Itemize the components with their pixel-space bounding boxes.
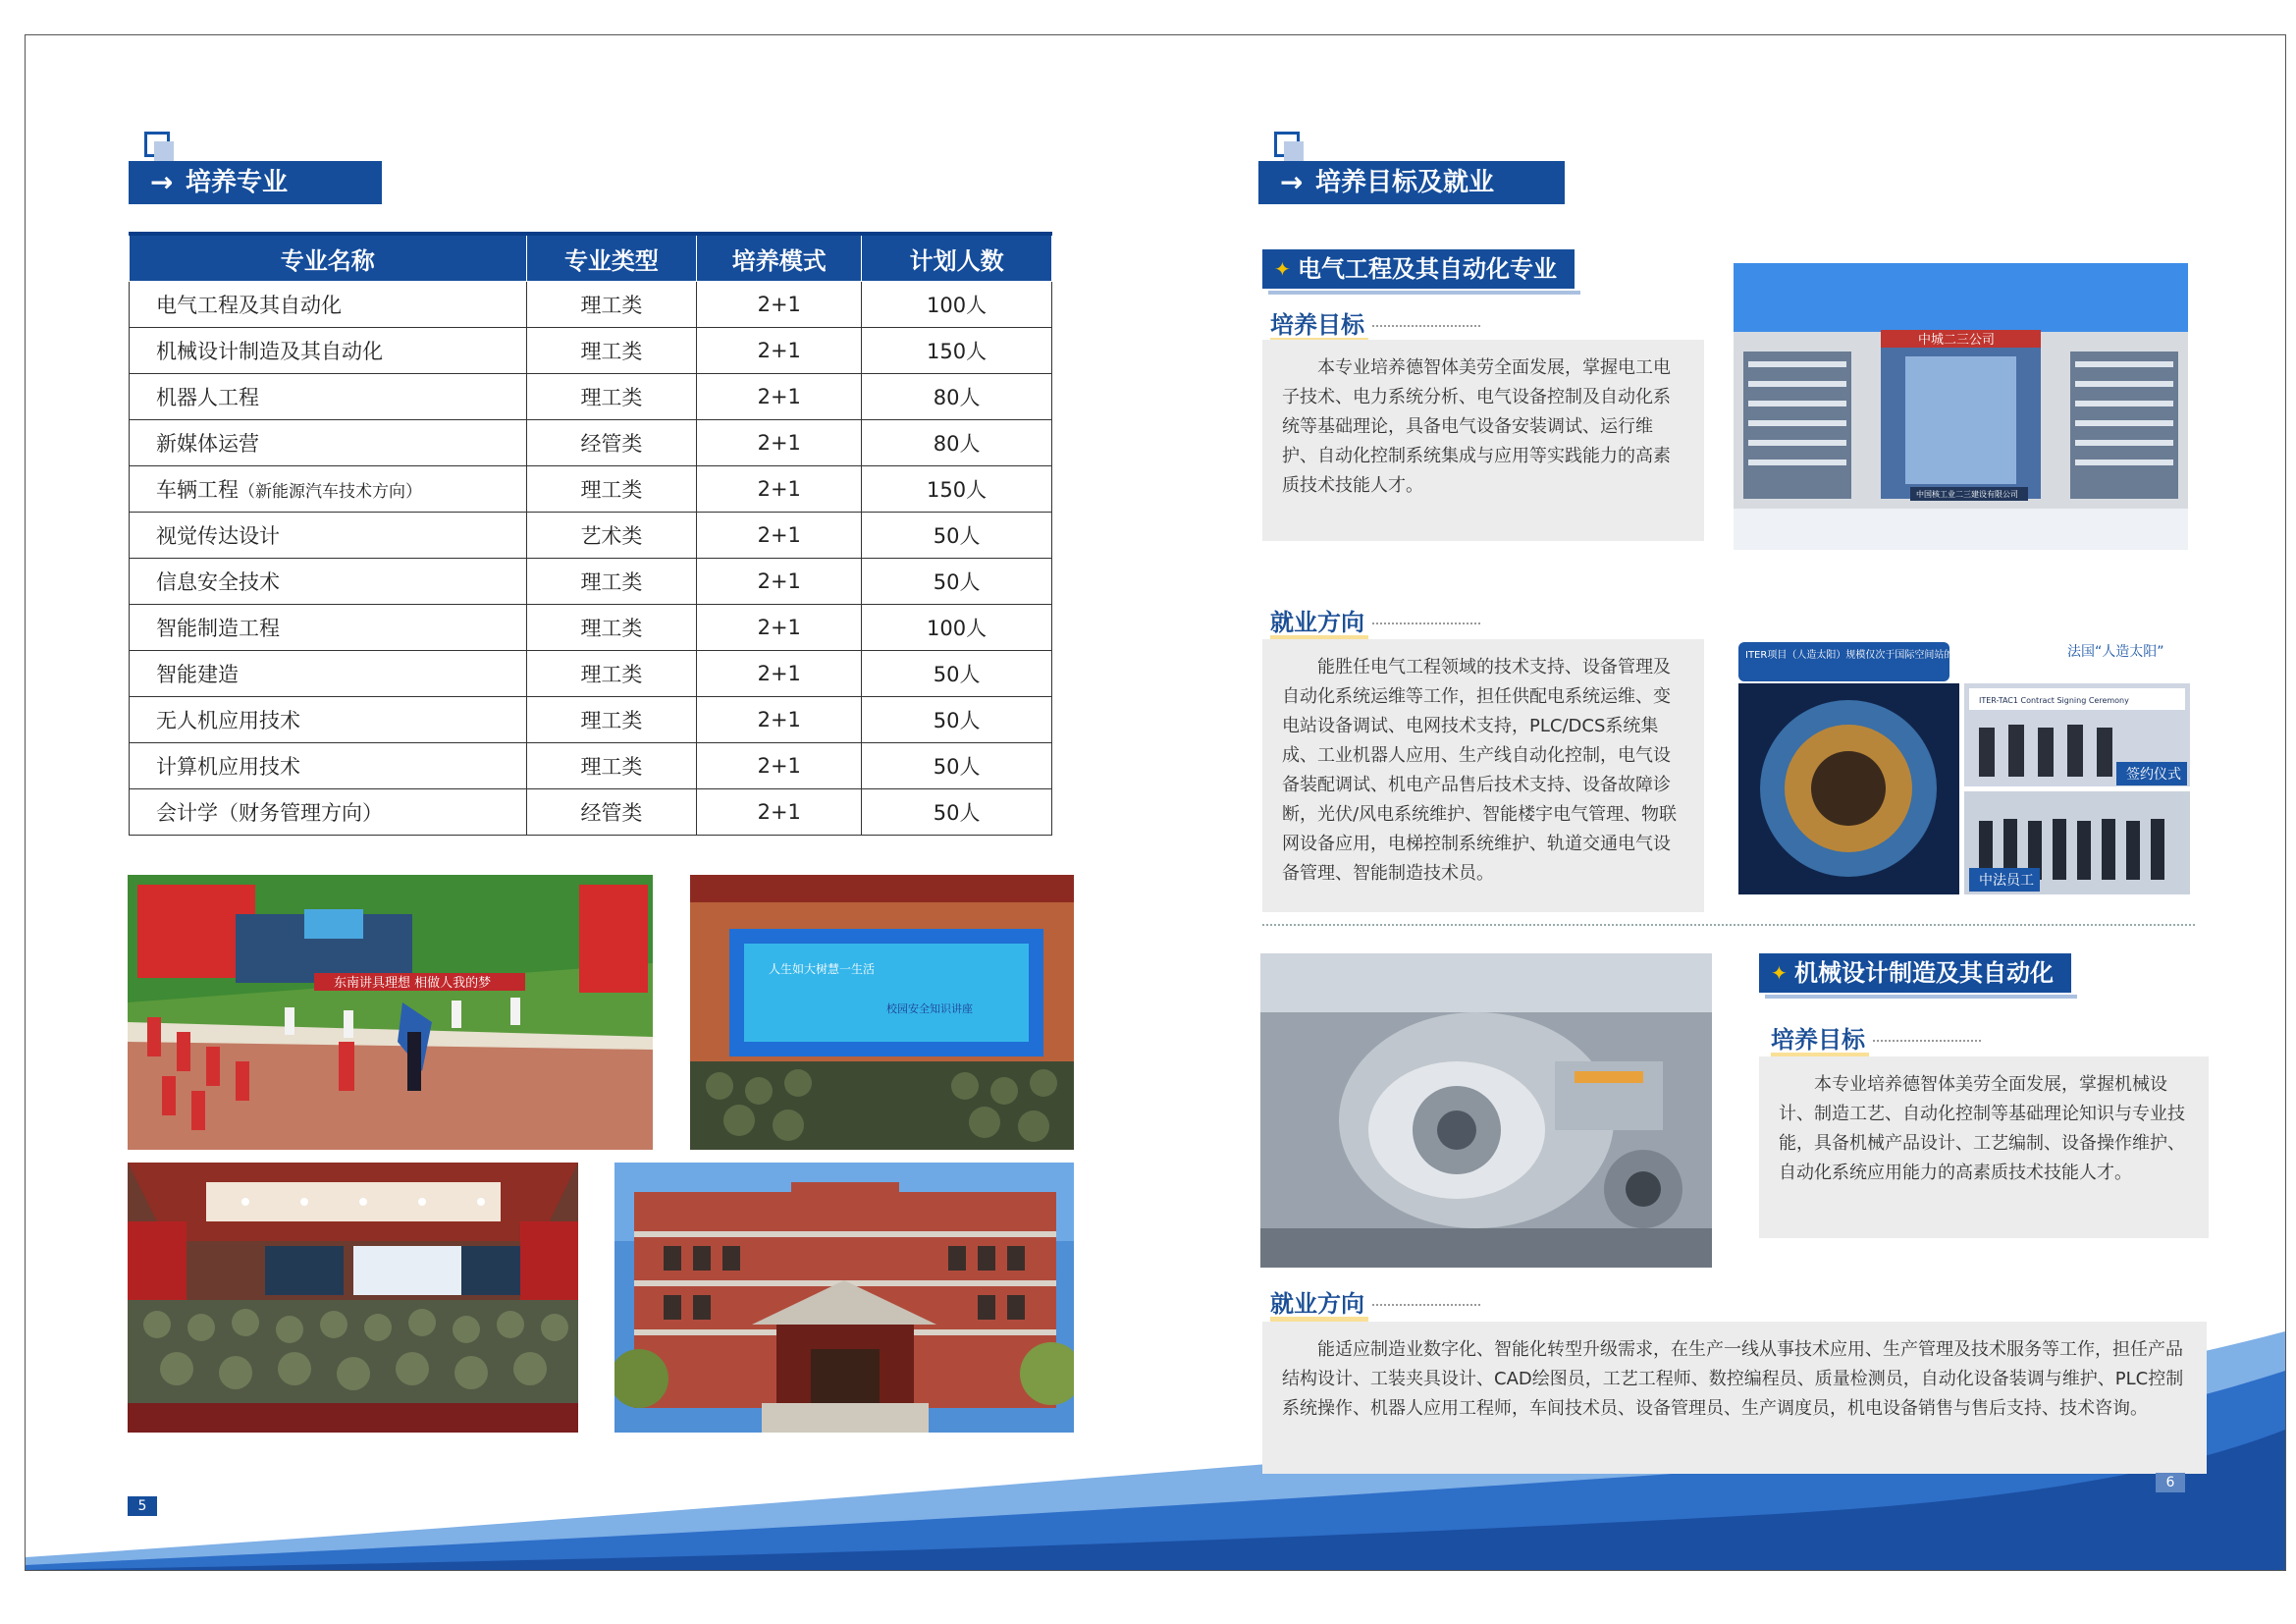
training-mode-cell — [697, 420, 862, 466]
photo-sports-parade — [128, 875, 653, 1150]
table-row — [130, 605, 1052, 651]
planned-count-cell — [862, 328, 1052, 374]
table-row — [130, 789, 1052, 836]
planned-count-cell — [862, 697, 1052, 743]
major-name-cell-text: 车辆工程 — [156, 478, 239, 502]
training-mode-cell — [697, 374, 862, 420]
major-type-cell-text: 理工类 — [580, 617, 643, 640]
table-row — [130, 282, 1052, 328]
training-mode-cell-text: 2+1 — [757, 800, 801, 824]
section-title: → 培养目标及就业 — [1258, 161, 1565, 204]
iter-caption: ITER项目（人造太阳）规模仅次于国际空间站的国际大科学工程计划 — [1745, 650, 2043, 661]
major-type-cell-text: 理工类 — [580, 709, 643, 732]
training-mode-cell-text: 2+1 — [757, 708, 801, 731]
major-name-cell — [130, 743, 527, 789]
photo-iter-collage — [1734, 634, 2195, 899]
training-mode-cell-text: 2+1 — [757, 293, 801, 316]
major-type-cell-text: 理工类 — [580, 570, 643, 594]
major-name-cell-text: 新媒体运营 — [156, 432, 259, 456]
major-tag-mechanical: ✦ 机械设计制造及其自动化 — [1759, 953, 2071, 993]
planned-count-cell-text: 50人 — [933, 755, 981, 779]
major-type-cell-text: 理工类 — [580, 663, 643, 686]
column-header: 专业类型 — [526, 234, 697, 282]
ceremony-screen: ITER-TAC1 Contract Signing Ceremony — [1979, 696, 2129, 705]
hall-screen-subtitle: 校园安全知识讲座 — [886, 1002, 973, 1015]
training-mode-cell-text: 2+1 — [757, 616, 801, 639]
planned-count-cell — [862, 651, 1052, 697]
major-name-cell — [130, 282, 527, 328]
table-row — [130, 651, 1052, 697]
major-type-cell — [526, 282, 697, 328]
majors-table — [129, 232, 1052, 836]
job-text-electrical: 能胜任电气工程领域的技术支持、设备管理及自动化系统运维等工作，担任供配电系统运维、变电站设备调试、电网技术支持，PLC/DCS系统集成、工业机器人应用、生产线自动化控制，电气设备装配调试、机电产品售后技术支持、设备故障诊断，光伏/风电系统维护、智能楼宇电气管理、物联网设备应用，电梯控制系统维护、轨道交通电气设备管理、智能制造技术员。 — [1262, 639, 1704, 912]
planned-count-cell-text: 80人 — [933, 432, 981, 456]
major-name-cell — [130, 374, 527, 420]
major-name-cell-text: 智能建造 — [156, 663, 239, 686]
planned-count-cell-text: 150人 — [927, 478, 988, 502]
training-mode-cell — [697, 789, 862, 836]
major-type-cell-text: 理工类 — [580, 478, 643, 502]
major-type-cell — [526, 328, 697, 374]
training-mode-cell — [697, 651, 862, 697]
table-row — [130, 697, 1052, 743]
major-name-cell — [130, 513, 527, 559]
training-mode-cell — [697, 513, 862, 559]
major-type-cell-text: 理工类 — [580, 294, 643, 317]
training-mode-cell — [697, 559, 862, 605]
training-mode-cell-text: 2+1 — [757, 569, 801, 593]
training-mode-cell — [697, 697, 862, 743]
training-mode-cell — [697, 605, 862, 651]
major-name-cell — [130, 651, 527, 697]
header-deco-square — [154, 141, 174, 161]
planned-count-cell — [862, 420, 1052, 466]
major-type-cell — [526, 789, 697, 836]
planned-count-cell-text: 50人 — [933, 570, 981, 594]
major-type-cell-text: 理工类 — [580, 386, 643, 409]
major-name-cell-text: 电气工程及其自动化 — [156, 294, 342, 317]
major-type-cell — [526, 374, 697, 420]
column-header: 专业名称 — [130, 234, 527, 282]
header-deco-square — [1284, 141, 1304, 161]
planned-count-cell-text: 100人 — [927, 294, 988, 317]
planned-count-cell-text: 100人 — [927, 617, 988, 640]
table-row — [130, 466, 1052, 513]
major-name-cell — [130, 605, 527, 651]
training-mode-cell — [697, 282, 862, 328]
planned-count-cell-text: 80人 — [933, 386, 981, 409]
planned-count-cell — [862, 282, 1052, 328]
major-name-cell — [130, 420, 527, 466]
goal-text-mechanical: 本专业培养德智体美劳全面发展，掌握机械设计、制造工艺、自动化控制等基础理论知识与专业技能，具备机械产品设计、工艺编制、设备操作维护、自动化系统应用能力的高素质技术技能人才。 — [1759, 1056, 2209, 1238]
goal-text-electrical: 本专业培养德智体美劳全面发展，掌握电工电子技术、电力系统分析、电气设备控制及自动化系统等基础理论，具备电气设备安装调试、运行维护、自动化控制系统集成与应用等实践能力的高素质技术技能人才。 — [1262, 340, 1704, 541]
planned-count-cell-text: 150人 — [927, 340, 988, 363]
photo-company-building — [1734, 263, 2188, 550]
major-name-cell-text: 机器人工程 — [156, 386, 259, 409]
photo-lecture-screen — [690, 875, 1074, 1150]
major-name-cell-text: 视觉传达设计 — [156, 524, 280, 548]
page-number-right: 6 — [2156, 1473, 2185, 1492]
training-mode-cell — [697, 466, 862, 513]
planned-count-cell — [862, 605, 1052, 651]
major-type-cell — [526, 697, 697, 743]
major-name-cell-text: 会计学（财务管理方向） — [156, 801, 383, 825]
major-type-cell — [526, 420, 697, 466]
major-type-cell — [526, 513, 697, 559]
major-type-cell-text: 理工类 — [580, 340, 643, 363]
major-type-cell-text: 经管类 — [580, 432, 643, 456]
major-name-cell — [130, 559, 527, 605]
training-mode-cell-text: 2+1 — [757, 339, 801, 362]
major-type-cell — [526, 743, 697, 789]
major-name-cell-text: 智能制造工程 — [156, 617, 280, 640]
training-mode-cell-text: 2+1 — [757, 754, 801, 778]
major-name-cell — [130, 789, 527, 836]
major-name-cell-text: 无人机应用技术 — [156, 709, 300, 732]
major-type-cell — [526, 466, 697, 513]
major-name-cell-text: 机械设计制造及其自动化 — [156, 340, 383, 363]
major-name-cell — [130, 328, 527, 374]
planned-count-cell — [862, 513, 1052, 559]
building-caption: 中国核工业二三建设有限公司 — [1916, 490, 2018, 499]
planned-count-cell — [862, 743, 1052, 789]
job-heading-electrical: 就业方向 — [1270, 603, 1480, 637]
major-type-cell — [526, 605, 697, 651]
training-mode-cell — [697, 328, 862, 374]
table-row — [130, 743, 1052, 789]
column-header: 计划人数 — [862, 234, 1052, 282]
building-sign: 中城二三公司 — [1918, 333, 1996, 348]
training-mode-cell-text: 2+1 — [757, 477, 801, 501]
table-row — [130, 559, 1052, 605]
table-row — [130, 513, 1052, 559]
training-mode-cell-text: 2+1 — [757, 431, 801, 455]
table-row — [130, 420, 1052, 466]
major-name-cell-text: 信息安全技术 — [156, 570, 280, 594]
label-signing: 签约仪式 — [2126, 767, 2181, 783]
column-header: 培养模式 — [697, 234, 862, 282]
major-tag-electrical: ✦ 电气工程及其自动化专业 — [1262, 249, 1575, 289]
planned-count-cell — [862, 559, 1052, 605]
training-mode-cell-text: 2+1 — [757, 523, 801, 547]
major-name-cell — [130, 697, 527, 743]
major-name-cell — [130, 466, 527, 513]
planned-count-cell-text: 50人 — [933, 663, 981, 686]
label-staff: 中法员工 — [1979, 873, 2034, 889]
planned-count-cell — [862, 466, 1052, 513]
planned-count-cell-text: 50人 — [933, 709, 981, 732]
major-type-cell — [526, 651, 697, 697]
major-name-cell-text: 计算机应用技术 — [156, 755, 300, 779]
section-title: → 培养专业 — [129, 161, 382, 204]
parade-banner-text: 东南讲具理想 相做人我的梦 — [334, 976, 492, 991]
goal-heading-electrical: 培养目标 — [1270, 305, 1480, 340]
goal-heading-mechanical: 培养目标 — [1771, 1020, 1981, 1055]
page-number-left: 5 — [128, 1496, 157, 1516]
job-text-mechanical: 能适应制造业数字化、智能化转型升级需求，在生产一线从事技术应用、生产管理及技术服务等工作，担任产品结构设计、工装夹具设计、CAD绘图员，工艺工程师、数控编程员、质量检测员，自动化设备装调与维护、PLC控制系统操作、机器人应用工程师，车间技术员、设备管理员、生产调度员，机电设备销售与售后支持、技术咨询。 — [1262, 1322, 2207, 1474]
brochure-spread — [25, 34, 2286, 1571]
major-type-cell-text: 理工类 — [580, 755, 643, 779]
divider — [1262, 924, 2195, 926]
photo-engine — [1260, 953, 1712, 1268]
planned-count-cell — [862, 789, 1052, 836]
hall-screen-title: 人生如大树慧一生活 — [769, 962, 876, 976]
training-mode-cell — [697, 743, 862, 789]
iter-brand: 法国“人造太阳” — [2067, 644, 2164, 660]
planned-count-cell-text: 50人 — [933, 801, 981, 825]
planned-count-cell — [862, 374, 1052, 420]
planned-count-cell-text: 50人 — [933, 524, 981, 548]
table-row — [130, 374, 1052, 420]
training-mode-cell-text: 2+1 — [757, 662, 801, 685]
training-mode-cell-text: 2+1 — [757, 385, 801, 408]
major-type-cell-text: 经管类 — [580, 801, 643, 825]
job-heading-mechanical: 就业方向 — [1270, 1284, 1480, 1319]
major-type-cell — [526, 559, 697, 605]
table-row — [130, 328, 1052, 374]
major-name-note: （新能源汽车技术方向） — [239, 482, 422, 502]
major-type-cell-text: 艺术类 — [580, 524, 643, 548]
table-header-row — [130, 234, 1052, 282]
